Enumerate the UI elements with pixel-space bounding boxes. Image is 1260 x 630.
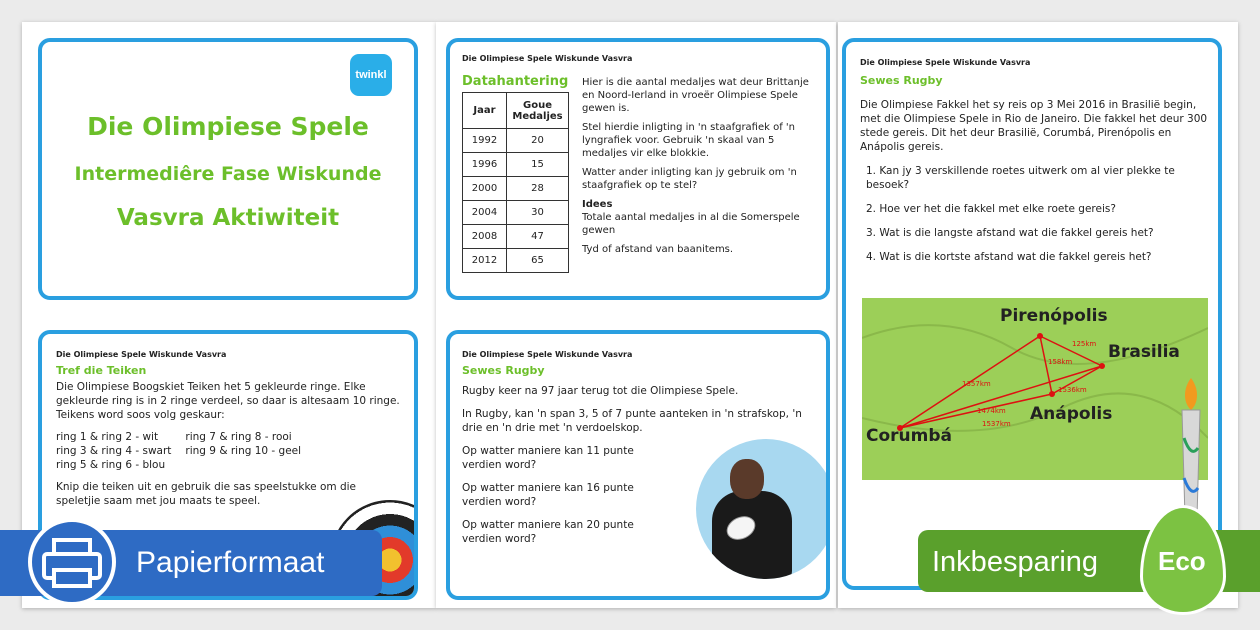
medal-table bbox=[462, 92, 569, 273]
question: 3. Wat is die langste afstand wat die fakkel gereis het? bbox=[866, 227, 1154, 239]
printer-icon bbox=[28, 518, 116, 606]
rugby-card bbox=[446, 330, 830, 600]
ink-saving-label: Inkbesparing bbox=[932, 546, 1099, 578]
twinkl-logo: twinkl bbox=[350, 54, 392, 96]
table-row bbox=[463, 177, 569, 201]
ring-list bbox=[56, 430, 406, 472]
target-card-text bbox=[56, 380, 406, 508]
ring-item: ring 3 & ring 4 - swart bbox=[56, 445, 172, 457]
city-label: Brasilia bbox=[1108, 342, 1180, 362]
question: 1. Kan jy 3 verskillende roetes uitwerk om al vier plekke te besoek? bbox=[866, 165, 1175, 191]
paragraph: Stel hierdie inligting in 'n staafgrafiek of 'n lyngrafiek voor. Gebruik 'n skaal van 5 medaljes vir elke blokkie. bbox=[582, 122, 796, 159]
paper-size-label: Papierformaat bbox=[136, 546, 325, 579]
medal-cell: 30 bbox=[507, 201, 569, 225]
rugby-player-image bbox=[696, 439, 830, 579]
player-head bbox=[730, 459, 764, 499]
medal-cell: 20 bbox=[507, 129, 569, 153]
paragraph: Die Olimpiese Fakkel het sy reis op 3 Mei 2016 in Brasilië begin, met die Olimpiese Spele in Rio de Janeiro. Die fakkel het deur 300 stede gereis. Dit het deur Brasilië, Corumbá, Pirenópolis en Anápolis gereis. bbox=[860, 99, 1208, 153]
paragraph: Hier is die aantal medaljes wat deur Brittanje en Noord-Ierland in vroeër Olimpiese Spele gewen is. bbox=[582, 77, 809, 114]
question: 2. Hoe ver het die fakkel met elke roete gereis? bbox=[866, 203, 1116, 215]
year-cell: 2012 bbox=[463, 249, 507, 273]
table-header-medals: Goue Medaljes bbox=[507, 93, 569, 129]
table-header-year: Jaar bbox=[463, 93, 507, 129]
question: Op watter maniere kan 11 punte verdien word? bbox=[462, 445, 634, 471]
ring-item: ring 1 & ring 2 - wit bbox=[56, 431, 159, 443]
year-cell: 1992 bbox=[463, 129, 507, 153]
year-cell: 2004 bbox=[463, 201, 507, 225]
table-row bbox=[463, 249, 569, 273]
medal-cell: 28 bbox=[507, 177, 569, 201]
title-line-1: Die Olimpiese Spele bbox=[87, 112, 369, 141]
torch-route-card bbox=[842, 38, 1222, 590]
ring-list-left bbox=[56, 430, 171, 472]
city-label: Corumbá bbox=[866, 426, 952, 446]
city-label: Anápolis bbox=[1030, 404, 1113, 424]
medal-cell: 47 bbox=[507, 225, 569, 249]
distance-label: 158km bbox=[1048, 358, 1073, 366]
table-row bbox=[463, 201, 569, 225]
data-handling-card bbox=[446, 38, 830, 300]
title-line-3: Vasvra Aktiwiteit bbox=[116, 205, 340, 231]
question: Op watter maniere kan 20 punte verdien word? bbox=[462, 519, 634, 545]
distance-label: 125km bbox=[1072, 340, 1097, 348]
card-header: Die Olimpiese Spele Wiskunde Vasvra bbox=[462, 350, 633, 359]
ring-item: ring 9 & ring 10 - geel bbox=[185, 445, 302, 457]
paragraph: Rugby keer na 97 jaar terug tot die Olimpiese Spele. bbox=[462, 385, 739, 397]
card-header: Die Olimpiese Spele Wiskunde Vasvra bbox=[462, 54, 633, 63]
route-map bbox=[862, 298, 1208, 480]
medal-cell: 65 bbox=[507, 249, 569, 273]
idea-item: Tyd of afstand van baanitems. bbox=[582, 244, 734, 255]
idea-item: Totale aantal medaljes in al die Somerspele gewen bbox=[582, 212, 800, 236]
paragraph: Knip die teiken uit en gebruik die sas speelstukke om die speletjie saam met jou maats te speel. bbox=[56, 481, 356, 507]
eco-label: Eco bbox=[1158, 546, 1206, 576]
year-cell: 1996 bbox=[463, 153, 507, 177]
paragraph: Die Olimpiese Boogskiet Teiken het 5 gekleurde ringe. Elke gekleurde ring is in 2 ringe verdeel, so daar is altesaam 10 ringe. Teikens word soos volg geskaur: bbox=[56, 381, 400, 421]
year-cell: 2000 bbox=[463, 177, 507, 201]
route-card-text bbox=[860, 98, 1210, 264]
player-body bbox=[712, 491, 792, 579]
medal-cell: 15 bbox=[507, 153, 569, 177]
table-row bbox=[463, 129, 569, 153]
ideas-title: Idees bbox=[582, 199, 613, 210]
paragraph: Watter ander inligting kan jy gebruik om 'n staafgrafiek op te stel? bbox=[582, 167, 797, 191]
card-heading: Datahantering bbox=[462, 74, 569, 89]
title-card bbox=[38, 38, 418, 300]
distance-label: 1537km bbox=[982, 420, 1011, 428]
city-label: Pirenópolis bbox=[1000, 306, 1108, 326]
card-heading: Sewes Rugby bbox=[462, 364, 545, 377]
card-heading: Sewes Rugby bbox=[860, 74, 943, 87]
year-cell: 2008 bbox=[463, 225, 507, 249]
paragraph: In Rugby, kan 'n span 3, 5 of 7 punte aanteken in 'n strafskop, 'n drie en 'n drie met 'n verdoelskop. bbox=[462, 408, 802, 434]
card-header: Die Olimpiese Spele Wiskunde Vasvra bbox=[860, 58, 1031, 67]
table-row bbox=[463, 225, 569, 249]
card-header: Die Olimpiese Spele Wiskunde Vasvra bbox=[56, 350, 227, 359]
ring-list-right bbox=[185, 430, 301, 472]
distance-label: 1474km bbox=[977, 407, 1006, 415]
question: Op watter maniere kan 16 punte verdien word? bbox=[462, 482, 634, 508]
table-row bbox=[463, 153, 569, 177]
title-line-2: Intermediêre Fase Wiskunde bbox=[74, 163, 382, 185]
distance-label: 1536km bbox=[1058, 386, 1087, 394]
ring-item: ring 5 & ring 6 - blou bbox=[56, 459, 166, 471]
card-heading: Tref die Teiken bbox=[56, 364, 147, 377]
question: 4. Wat is die kortste afstand wat die fakkel gereis het? bbox=[866, 251, 1152, 263]
data-card-text bbox=[582, 76, 822, 256]
distance-label: 1357km bbox=[962, 380, 991, 388]
ring-item: ring 7 & ring 8 - rooi bbox=[185, 431, 292, 443]
